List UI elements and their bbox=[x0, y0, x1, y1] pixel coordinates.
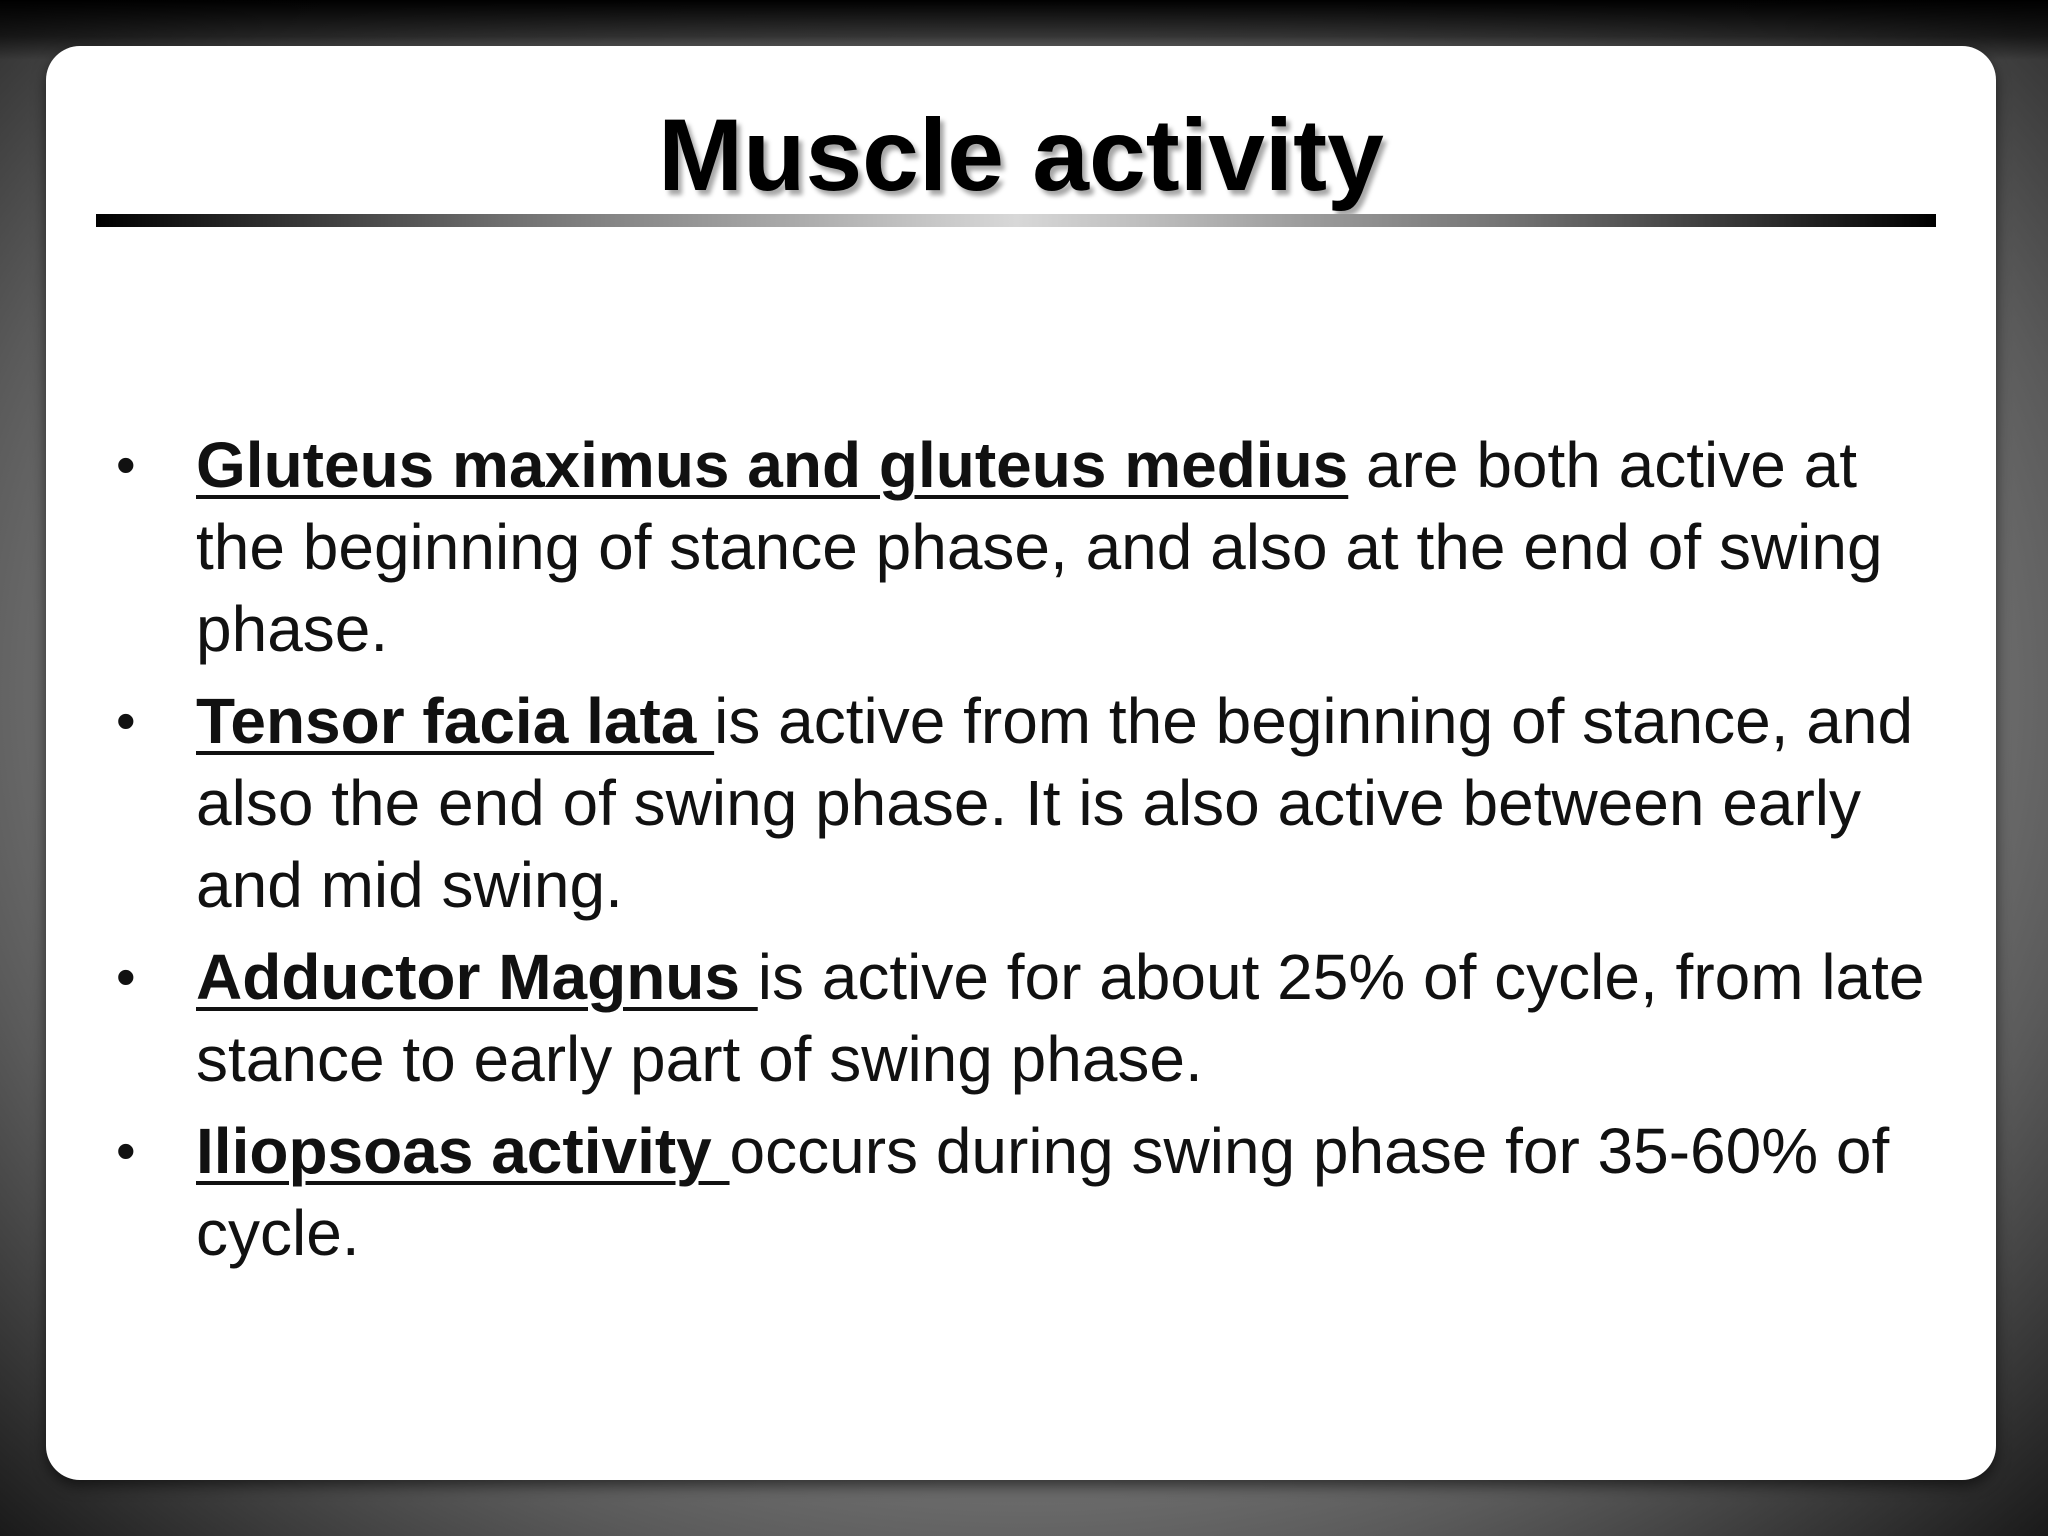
bullet-term: Tensor facia lata bbox=[196, 685, 715, 757]
bullet-text: is active from the beginning of stance, and also the end of swing phase. It is also active between early and mid swing. bbox=[196, 685, 1914, 921]
bullet-item-iliopsoas bbox=[116, 1110, 1956, 1274]
bullet-dot-icon: • bbox=[116, 945, 136, 1008]
bullet-text: occurs during swing phase for 35-60% of cycle. bbox=[196, 1115, 1890, 1269]
slide-title: Muscle activity bbox=[658, 98, 1384, 212]
bullet-item-tensor bbox=[116, 680, 1956, 926]
bullet-list bbox=[116, 424, 1956, 1284]
slide bbox=[46, 46, 1996, 1480]
bullet-item-adductor bbox=[116, 936, 1956, 1100]
bullet-term: Adductor Magnus bbox=[196, 941, 758, 1013]
bullet-dot-icon: • bbox=[116, 433, 136, 496]
title-divider bbox=[96, 214, 1936, 227]
bullet-term: Iliopsoas activity bbox=[196, 1115, 730, 1187]
bullet-dot-icon: • bbox=[116, 1119, 136, 1182]
bullet-dot-icon: • bbox=[116, 689, 136, 752]
bullet-text: are both active at the beginning of stance phase, and also at the end of swing phase. bbox=[196, 429, 1883, 665]
bullet-term: Gluteus maximus and gluteus medius bbox=[196, 429, 1349, 501]
bullet-text: is active for about 25% of cycle, from late stance to early part of swing phase. bbox=[196, 941, 1925, 1095]
bullet-item-gluteus bbox=[116, 424, 1956, 670]
